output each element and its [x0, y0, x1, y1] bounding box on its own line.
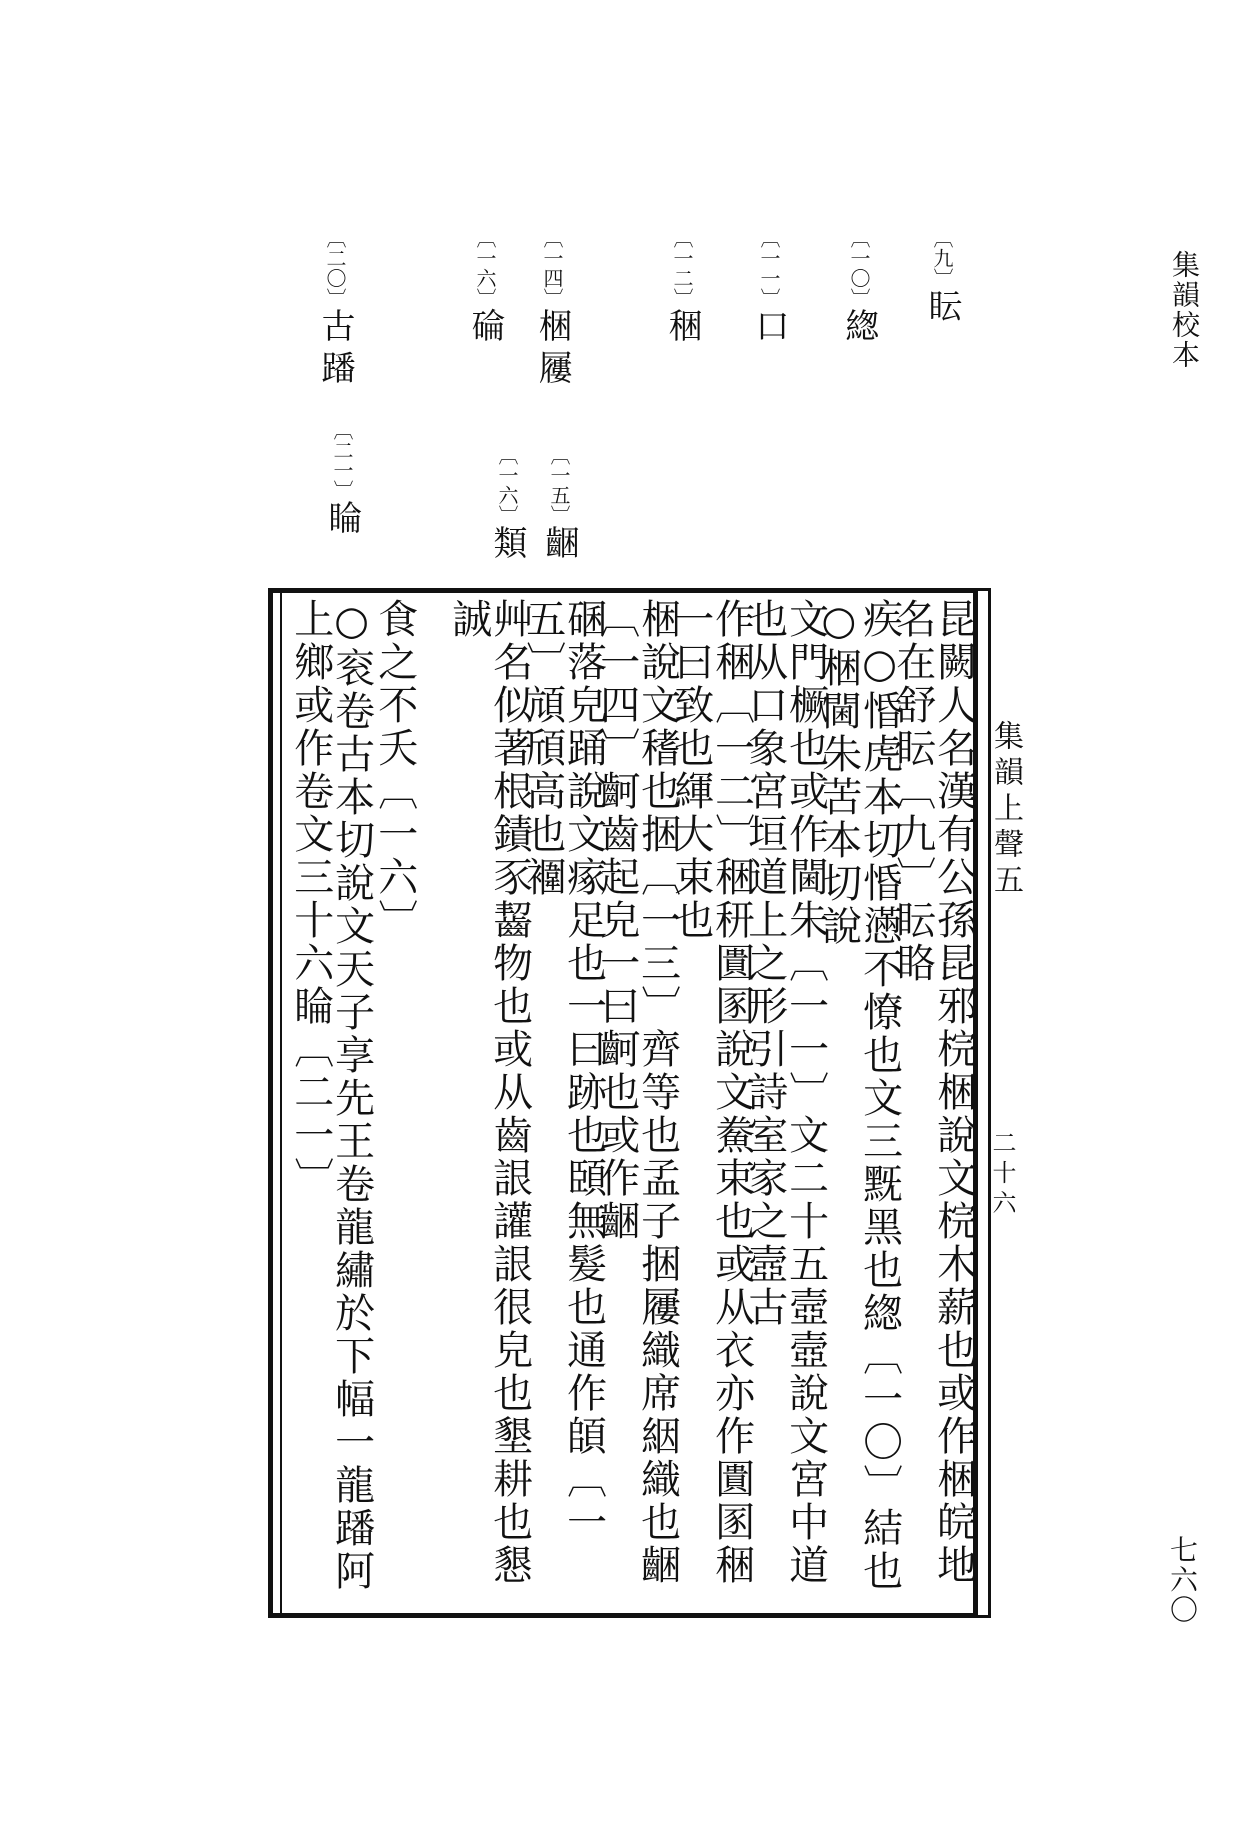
note-text: 類 [487, 525, 527, 567]
note-mark: 〔二〇〕 [323, 228, 347, 308]
frame-rule [280, 593, 282, 1613]
note-text: 眃 [922, 288, 962, 330]
note-text: 緫 [839, 308, 879, 350]
note-mark: 〔一四〕 [540, 228, 564, 308]
text-column-2: 疾○惛虎本切惛懣不憭也文三黖黑也緫〔一〇〕結也○梱閫朱苦本切說 [815, 598, 903, 1593]
note-text: 稇 [662, 308, 702, 350]
note-text: 古蹯 [315, 308, 355, 392]
page-number: 七六〇 [1166, 1535, 1199, 1625]
note-16 [487, 445, 527, 567]
text-column-6: 碅落皃踊說文瘃足也一曰跡也頣無髮也通作頧〔一五〕頏頎高也䙟 [519, 598, 607, 1544]
note-20 [315, 228, 355, 392]
book-title: 集韻校本 [1168, 250, 1201, 370]
note-12 [662, 228, 702, 350]
note-mark: 〔二一〕 [330, 420, 354, 500]
note-9 [922, 228, 962, 330]
note-mark: 〔一五〕 [547, 445, 571, 525]
note-21 [322, 420, 362, 542]
note-mark: 〔一〇〕 [847, 228, 871, 308]
text-column-9: ○衮卷古本切說文天子享先王卷龍繡於下幅一龍蹯阿上鄉或作卷文三十六睔〔二一〕 [287, 598, 375, 1593]
note-text: 碖 [465, 308, 505, 350]
note-15 [539, 445, 579, 567]
note-text: 梱屨 [532, 308, 572, 392]
note-16b [465, 228, 505, 350]
note-10 [839, 228, 879, 350]
note-14 [532, 228, 572, 392]
text-column-3: 文門橛也或作閫朱〔一一〕文二十五壼壼說文宮中道也从口象宮垣道上之形引詩室家之壼古 [741, 598, 829, 1587]
note-mark: 〔一六〕 [495, 445, 519, 525]
note-11 [749, 228, 789, 350]
note-text: 口 [749, 308, 789, 350]
note-mark: 〔九〕 [930, 228, 954, 288]
note-mark: 〔一二〕 [670, 228, 694, 308]
note-mark: 〔一六〕 [473, 228, 497, 308]
text-column-4: 作稇〔一二〕稇䄯圚圂說文鮝束也或从衣亦作圚圂稇一曰致也緷大束也 [667, 598, 755, 1587]
text-column-8: 食之不夭〔一六〕 [371, 598, 418, 942]
margin-volume-label: 集韻上聲五 [988, 720, 1023, 900]
text-column-5: 梱說文䅲也捆〔一三〕齊等也孟子捆屨織席絪織也齫〔一四〕䶗齒起皃一曰䶗也或作齫 [593, 598, 681, 1587]
note-text: 齫 [539, 525, 579, 567]
text-column-1: 昆闕人名漢有公孫昆邪梡梱說文梡木薪也或作梱皖地名在舒眃〔九〕眃䀩 [889, 598, 977, 1587]
note-mark: 〔一一〕 [757, 228, 781, 308]
margin-folio-label: 二十六 [988, 1130, 1016, 1220]
text-column-7: 艸名似著根䥊豕齧物也或从齒詪讙詪很皃也墾耕也懇誠 [445, 598, 533, 1587]
note-text: 睔 [322, 500, 362, 542]
